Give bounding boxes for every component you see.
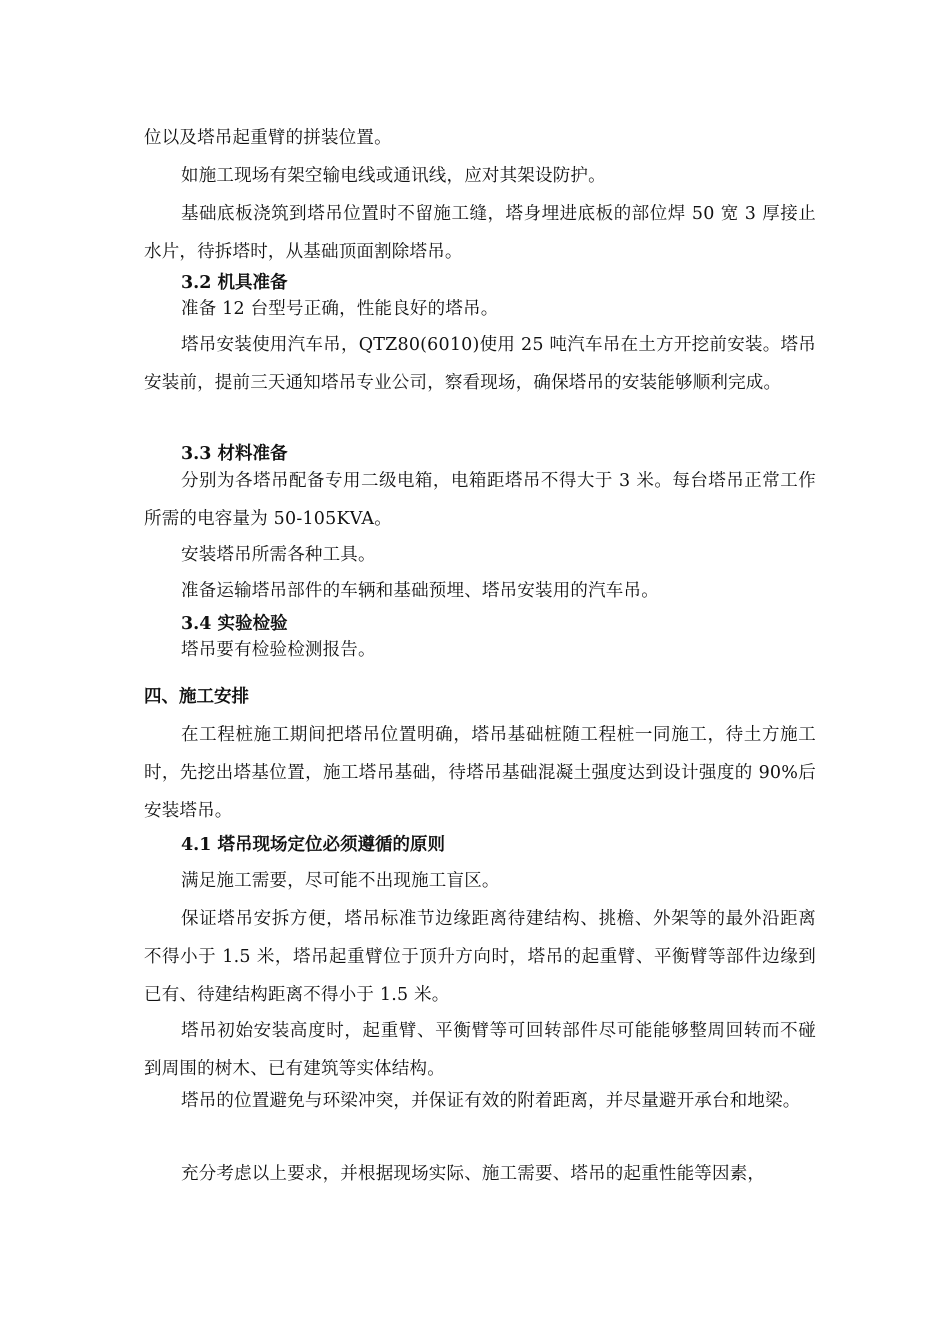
section-heading-3-3: 3.3 材料准备 [181, 444, 288, 464]
paragraph-prepare-cranes: 准备 12 台型号正确，性能良好的塔吊。 [181, 299, 499, 319]
paragraph-considerations: 充分考虑以上要求，并根据现场实际、施工需要、塔吊的起重性能等因素， [181, 1164, 766, 1184]
section-heading-3-4: 3.4 实验检验 [181, 614, 288, 634]
paragraph-tools: 安装塔吊所需各种工具。 [181, 545, 376, 565]
paragraph-clearance-distance: 保证塔吊安拆方便，塔吊标准节边缘距离待建结构、挑檐、外架等的最外沿距离不得小于 1.5 米，塔吊起重臂位于顶升方向时，塔吊的起重臂、平衡臂等部件边缘到已有、待建结构距离不得小于 1.5 米。 [144, 909, 816, 1005]
chapter-heading-4: 四、施工安排 [144, 687, 249, 707]
paragraph-ring-beam: 塔吊的位置避免与环梁冲突，并保证有效的附着距离，并尽量避开承台和地梁。 [181, 1091, 801, 1111]
paragraph-transport-vehicles: 准备运输塔吊部件的车辆和基础预埋、塔吊安装用的汽车吊。 [181, 581, 659, 601]
paragraph-initial-height: 塔吊初始安装高度时，起重臂、平衡臂等可回转部件尽可能能够整周回转而不碰到周围的树木、已有建筑等实体结构。 [144, 1021, 816, 1079]
paragraph-no-blind-zone: 满足施工需要，尽可能不出现施工盲区。 [181, 871, 500, 891]
section-heading-4-1: 4.1 塔吊现场定位必须遵循的原则 [181, 835, 446, 855]
paragraph-foundation-slab: 基础底板浇筑到塔吊位置时不留施工缝，塔身埋进底板的部位焊 50 宽 3 厚接止水片，待拆塔时，从基础顶面割除塔吊。 [144, 204, 816, 262]
paragraph-crane-installation: 塔吊安装使用汽车吊，QTZ80(6010)使用 25 吨汽车吊在土方开挖前安装。塔吊安装前，提前三天通知塔吊专业公司，察看现场，确保塔吊的安装能够顺利完成。 [144, 335, 816, 393]
paragraph-construction-arrangement: 在工程桩施工期间把塔吊位置明确，塔吊基础桩随工程桩一同施工，待土方施工时，先挖出塔基位置，施工塔吊基础，待塔吊基础混凝土强度达到设计强度的 90%后安装塔吊。 [144, 725, 816, 821]
paragraph-continuation: 位以及塔吊起重臂的拼装位置。 [144, 128, 392, 148]
section-heading-3-2: 3.2 机具准备 [181, 273, 288, 293]
paragraph-electric-box: 分别为各塔吊配备专用二级电箱，电箱距塔吊不得大于 3 米。每台塔吊正常工作所需的电容量为 50-105KVA。 [144, 471, 816, 529]
paragraph-inspection-report: 塔吊要有检验检测报告。 [181, 640, 376, 660]
paragraph-power-line-protection: 如施工现场有架空输电线或通讯线，应对其架设防护。 [181, 166, 606, 186]
